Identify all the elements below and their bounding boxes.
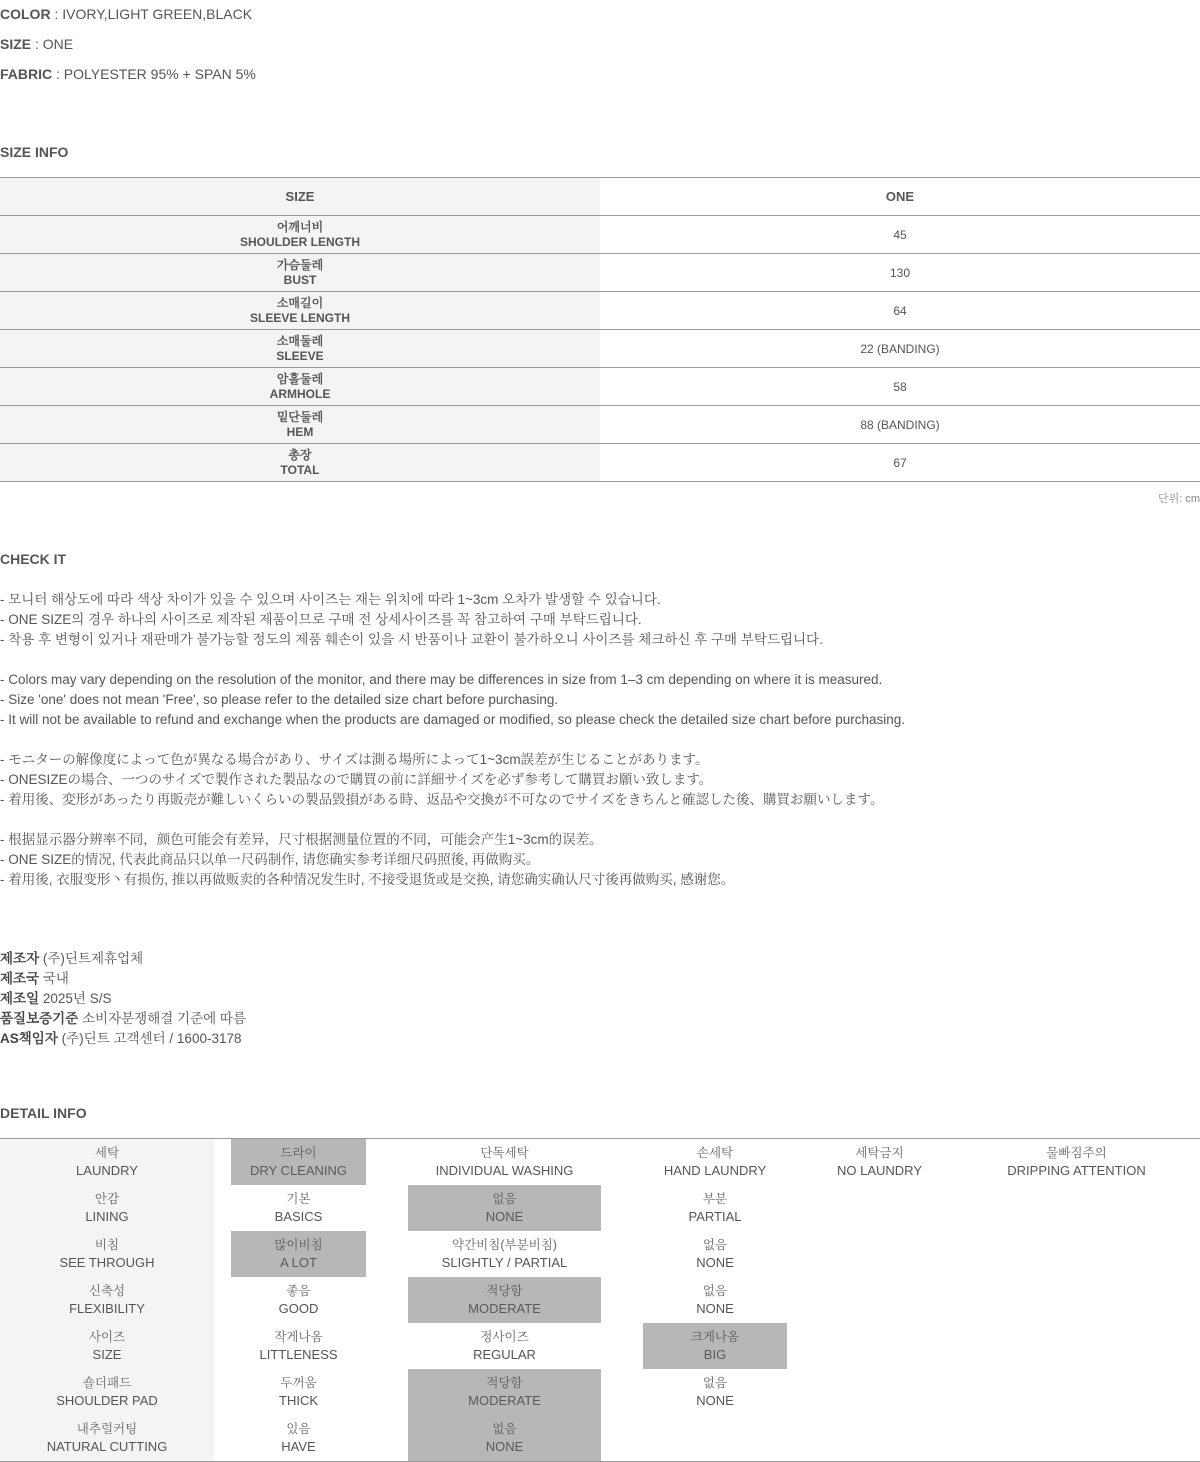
detail-option-ko: 없음 [702,1238,728,1252]
detail-option-ko: 세탁금지 [855,1146,904,1160]
detail-option [231,1323,366,1369]
note-line: - ONE SIZE의 경우 하나의 사이즈로 제작된 제품이므로 구매 전 상세사이즈를 꼭 참고하여 구매 부탁드립니다. [0,612,642,627]
detail-row-label [0,1369,214,1415]
spec-fabric-value: : POLYESTER 95% + SPAN 5% [52,66,256,82]
detail-option [408,1139,601,1185]
note-line: - モニターの解像度によって色が異なる場合があり、サイズは測る場所によって1~3cm誤差が生じることがあります。 [0,752,709,767]
maker-label: 품질보증기준 [0,1011,79,1026]
size-row-label-ko: 어깨너비 [276,219,324,234]
note-group [0,670,1200,730]
detail-option-ko: 약간비침(부분비침) [452,1238,557,1252]
maker-value: 2025년 S/S [39,991,112,1006]
spec-size-value: : ONE [31,36,74,52]
size-row-label-en: ARMHOLE [269,386,331,401]
detail-option-ko: 작게나옴 [274,1330,323,1344]
size-row-label-en: HEM [286,424,314,439]
detail-info-title: DETAIL INFO [0,1105,87,1121]
detail-option-en: THICK [279,1393,318,1408]
detail-option-ko: 없음 [702,1376,728,1390]
detail-label-ko: 비침 [94,1238,120,1252]
size-row-label-ko: 가슴둘레 [276,257,324,272]
detail-option-ko: 있음 [286,1422,311,1436]
note-line: - It will not be available to refund and exchange when the products are damaged or modified, so please check the detailed size chart before purchasing. [0,712,906,727]
detail-option-selected [408,1415,601,1461]
detail-option-ko: 적당함 [486,1376,523,1390]
size-row-value: 88 (BANDING) [860,417,940,432]
detail-option-en: NONE [485,1209,524,1224]
detail-option-ko: 없음 [492,1192,517,1206]
size-row [0,330,1200,368]
detail-option-en: SLIGHTLY / PARTIAL [441,1255,568,1270]
detail-option-selected [231,1139,366,1185]
detail-row-label [0,1139,214,1185]
detail-option-selected [231,1231,366,1277]
size-row [0,406,1200,444]
size-row-label-en: BUST [283,272,317,287]
detail-option-en: A LOT [280,1255,317,1270]
detail-option-ko: 정사이즈 [480,1330,529,1344]
detail-option-en: GOOD [278,1301,319,1316]
check-it-title: CHECK IT [0,551,67,567]
spec-color-label: COLOR [0,6,51,22]
note-line: - Size 'one' does not mean 'Free', so please refer to the detailed size chart before purchasing. [0,692,559,707]
unit-note: 단위: cm [1157,493,1200,505]
detail-option-selected [408,1185,601,1231]
maker-line [0,1029,246,1049]
size-header-value: ONE [885,189,915,204]
detail-option [231,1415,366,1461]
note-group [0,750,1200,810]
maker-value: (주)딘트 고객센터 / 1600-3178 [57,1031,242,1046]
maker-line [0,949,246,969]
detail-label-ko: 세탁 [94,1146,120,1160]
detail-label-ko: 사이즈 [88,1330,126,1344]
detail-option-en: HAND LAUNDRY [663,1163,767,1178]
maker-label: 제조국 [0,971,40,986]
note-line: - 着用後、変形があったり再販売が難しいくらいの製品毀損がある時、返品や交換が不可なのでサイズをきちんと確認した後、購買お願いします。 [0,792,884,807]
detail-option-en: MODERATE [468,1301,541,1316]
detail-option-ko: 크게나옴 [690,1330,740,1344]
size-row-label [0,330,600,367]
maker-label: 제조자 [0,951,40,966]
maker-value: 국내 [39,971,69,986]
detail-label-en: LINING [85,1209,129,1224]
note-line: - ONE SIZE的情况, 代表此商品只以单一尺码制作, 请您确实参考详细尺码照後, 再做购买。 [0,852,540,867]
size-table-header [0,178,1200,216]
note-line: - 着用後, 衣服变形丶有损伤, 推以再做贩卖的各种情况发生时, 不接受退货或是交换, 请您确实确认尺寸後再做购买, 感谢您。 [0,872,735,887]
detail-option-selected [643,1323,787,1369]
size-row-label-ko: 소매둘레 [276,333,324,348]
size-row-value: 58 [893,379,907,394]
detail-option [231,1277,366,1323]
detail-option [643,1369,787,1415]
detail-option-en: DRIPPING ATTENTION [1007,1163,1146,1178]
spec-size [0,35,73,53]
detail-option-ko: 좋음 [286,1284,311,1298]
size-row-label-ko: 총장 [288,447,312,462]
detail-option-ko: 없음 [702,1284,728,1298]
detail-option-ko: 적당함 [486,1284,523,1298]
detail-info-grid [0,1138,1200,1462]
detail-option-en: BASICS [274,1209,323,1224]
size-row-value: 45 [893,227,907,242]
size-row-value: 130 [889,265,911,280]
size-row-label-en: SLEEVE [276,348,324,363]
detail-option [643,1185,787,1231]
detail-option [643,1231,787,1277]
size-row [0,444,1200,482]
detail-label-en: SEE THROUGH [59,1255,155,1270]
note-line: - 根据显示器分辨率不同，颜色可能会有差异，尺寸根据测量位置的不同，可能会产生1~3cm的误差。 [0,832,603,847]
detail-label-en: SHOULDER PAD [56,1393,158,1408]
detail-option-ko: 많이비침 [274,1238,323,1252]
detail-label-ko: 신축성 [88,1284,126,1298]
detail-option [812,1139,947,1185]
detail-option [408,1231,601,1277]
note-line: - 모니터 해상도에 따라 색상 차이가 있을 수 있으며 사이즈는 재는 위치에 따라 1~3cm 오차가 발생할 수 있습니다. [0,592,661,607]
spec-fabric [0,65,256,83]
spec-size-label: SIZE [0,36,32,52]
detail-option-en: BIG [703,1347,727,1362]
detail-label-en: LAUNDRY [76,1163,138,1178]
note-group [0,590,1200,650]
detail-label-en: NATURAL CUTTING [46,1439,168,1454]
detail-option [231,1185,366,1231]
detail-label-ko: 숄더패드 [82,1376,132,1390]
detail-option-en: HAVE [281,1439,316,1454]
detail-option-en: NO LAUNDRY [836,1163,922,1178]
spec-color [0,5,252,23]
maker-info [0,949,246,1049]
detail-option-ko: 물빠짐주의 [1046,1146,1107,1160]
detail-option-en: PARTIAL [688,1209,742,1224]
size-row-label-en: SHOULDER LENGTH [240,234,360,249]
note-line: - Colors may vary depending on the resolution of the monitor, and there may be differences in size from 1–3 cm depending on where it is measured. [0,672,883,687]
detail-row-label [0,1231,214,1277]
detail-option-ko: 부분 [702,1192,728,1206]
size-row-value: 67 [893,455,907,470]
detail-option-en: NONE [485,1439,524,1454]
note-line: - ONESIZEの場合、一つのサイズで製作された製品なので購買の前に詳細サイズを必ず参考して購買お願い致します。 [0,772,713,787]
size-table [0,177,1200,482]
size-row-label [0,444,600,481]
detail-option-ko: 기본 [286,1192,311,1206]
detail-row-label [0,1277,214,1323]
detail-option-ko: 드라이 [280,1146,317,1160]
detail-option-ko: 두꺼움 [280,1376,317,1390]
detail-option-en: MODERATE [468,1393,541,1408]
size-row-label-en: TOTAL [280,462,320,477]
detail-option-selected [408,1277,601,1323]
size-row-label [0,216,600,253]
maker-label: AS책임자 [0,1031,58,1046]
size-row-label [0,406,600,443]
size-row [0,292,1200,330]
maker-value: (주)딘트제휴업체 [39,951,144,966]
spec-color-value: : IVORY,LIGHT GREEN,BLACK [50,6,253,22]
detail-option-en: DRY CLEANING [249,1163,348,1178]
detail-option-en: LITTLENESS [259,1347,338,1362]
maker-line [0,989,246,1009]
detail-option [231,1369,366,1415]
detail-row-label [0,1323,214,1369]
spec-fabric-label: FABRIC [0,66,53,82]
size-row-label [0,368,600,405]
detail-option-en: NONE [696,1393,734,1408]
size-info-title: SIZE INFO [0,144,69,160]
detail-option [408,1323,601,1369]
detail-option-ko: 손세탁 [696,1146,734,1160]
size-row [0,368,1200,406]
detail-option-selected [408,1369,601,1415]
size-header-label: SIZE [0,178,600,215]
detail-option-en: NONE [696,1255,734,1270]
detail-option-en: REGULAR [473,1347,536,1362]
maker-line [0,1009,246,1029]
detail-option-en: NONE [696,1301,734,1316]
detail-row-label [0,1415,214,1461]
detail-label-ko: 안감 [94,1192,120,1206]
size-row-value: 64 [893,303,907,318]
detail-option-ko: 단독세탁 [480,1146,529,1160]
size-row [0,254,1200,292]
detail-label-en: SIZE [92,1347,122,1362]
detail-label-ko: 내추럴커팅 [76,1422,138,1436]
size-row-label [0,292,600,329]
size-row-value: 22 (BANDING) [860,341,940,356]
detail-option [953,1139,1200,1185]
maker-label: 제조일 [0,991,40,1006]
detail-option-en: INDIVIDUAL WASHING [435,1163,574,1178]
size-row-label-ko: 암홀둘레 [276,371,324,386]
detail-row-label [0,1185,214,1231]
check-it-notes [0,590,1200,910]
size-row-label-ko: 소매길이 [276,295,324,310]
detail-option-ko: 없음 [492,1422,517,1436]
detail-option [643,1139,787,1185]
size-row-label-en: SLEEVE LENGTH [249,310,350,325]
note-group [0,830,1200,890]
maker-value: 소비자분쟁해결 기준에 따름 [78,1011,246,1026]
detail-option [643,1277,787,1323]
detail-label-en: FLEXIBILITY [69,1301,145,1316]
size-row [0,216,1200,254]
size-row-label [0,254,600,291]
maker-line [0,969,246,989]
note-line: - 착용 후 변형이 있거나 재판매가 불가능할 정도의 제품 훼손이 있을 시 반품이나 교환이 불가하오니 사이즈를 체크하신 후 구매 부탁드립니다. [0,632,823,647]
size-row-label-ko: 밑단둘레 [276,409,324,424]
